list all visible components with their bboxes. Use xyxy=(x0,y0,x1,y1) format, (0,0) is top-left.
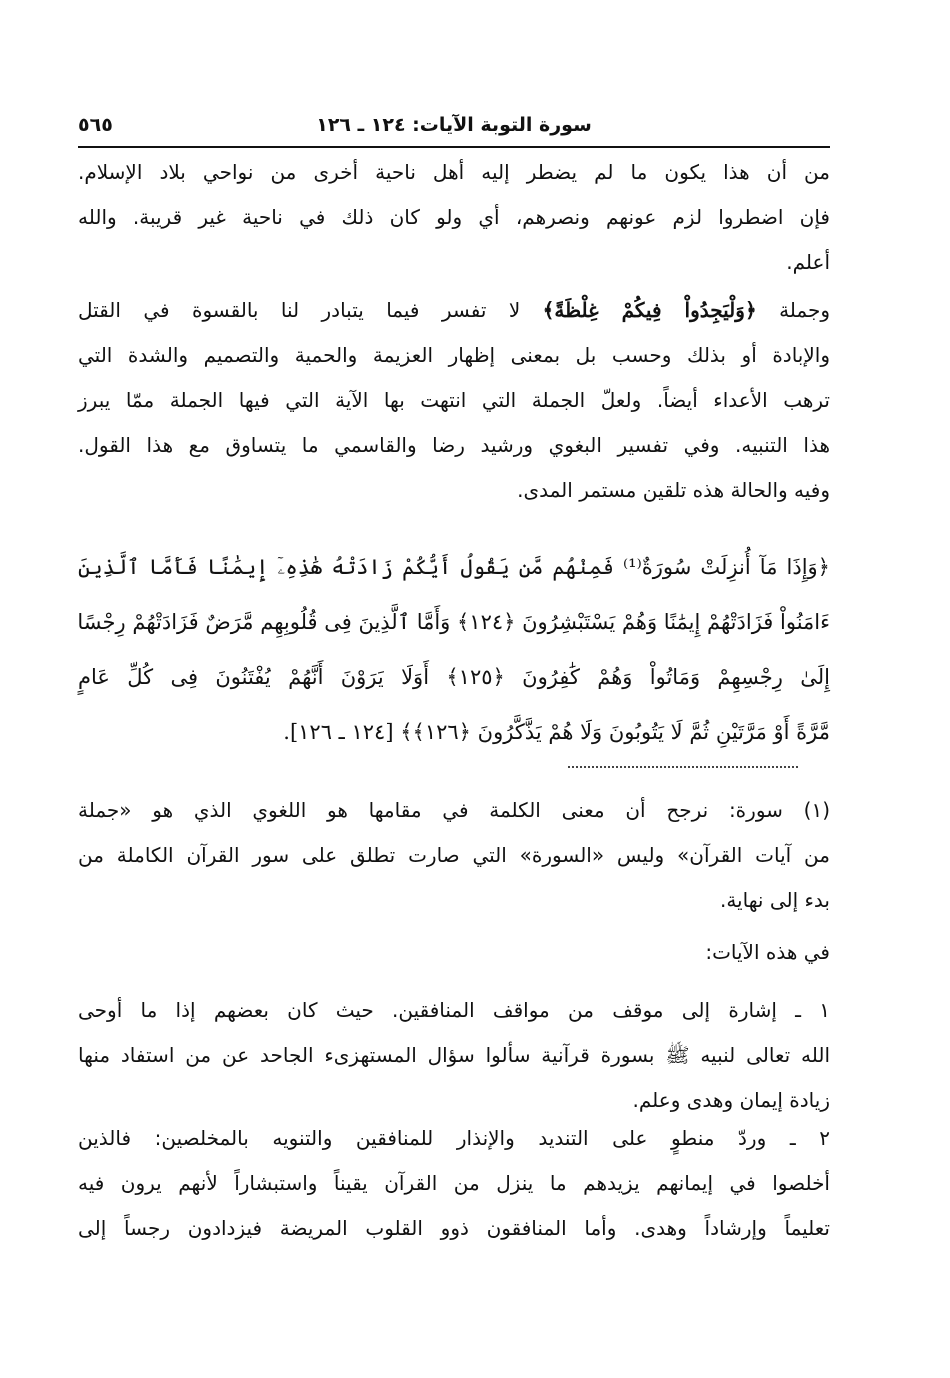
section-heading xyxy=(78,930,830,975)
text-line: بدء إلى نهاية. xyxy=(719,888,830,912)
quran-verses xyxy=(78,540,830,760)
footnote xyxy=(78,788,830,923)
header-rule xyxy=(78,146,830,148)
text-line: من أن هذا يكون ما لم يضطر إليه أهل ناحية أخرى من نواحي بلاد الإسلام. xyxy=(78,160,830,184)
verse-line: ءَامَنُواْ فَزَادَتْهُمْ إِيمَٰنًا وَهُمْ يَسْتَبْشِرُونَ ﴿١٢٤﴾ وَأَمَّا ٱلَّذِينَ فِى قُلُوبِهِم مَّرَضٌ فَزَادَتْهُمْ رِجْسًا xyxy=(77,610,830,634)
page-number: ٥٦٥ xyxy=(78,114,113,136)
text-line: وفيه والحالة هذه تلقين مستمر المدى. xyxy=(517,478,830,502)
verse-line: إِلَىٰ رِجْسِهِمْ وَمَاتُواْ وَهُمْ كَٰفِرُونَ ﴿١٢٥﴾ أَوَلَا يَرَوْنَ أَنَّهُمْ يُفْتَنُونَ فِى كُلِّ عَامٍ xyxy=(78,665,830,689)
text-line: أخلصوا في إيمانهم يزيدهم ما ينزل من القرآن يقيناً واستبشاراً لأنهم يرون فيه xyxy=(78,1171,830,1195)
running-title: سورة التوبة الآيات: ١٢٤ ـ ١٢٦ xyxy=(316,114,592,136)
verse-line: ﴿وَإِذَا مَآ أُنزِلَتْ سُورَةٌ⁽¹⁾ فَمِنْهُم مَّن يَقُولُ أَيُّكُمْ زَادَتْهُ هَٰذِهِۦٓ إِيمَٰنًا فَأَمَّا ٱلَّذِينَ xyxy=(78,555,830,579)
text-line: ترهب الأعداء أيضاً. ولعلّ الجملة التي انتهت بها الآية التي فيها الجملة ممّا يبرز xyxy=(78,388,830,412)
text-line xyxy=(78,288,830,333)
page-header xyxy=(78,110,830,146)
point-1 xyxy=(78,988,830,1123)
text-line: هذا التنبيه. وفي تفسير البغوي ورشيد رضا والقاسمي ما يتساوق مع هذا القول. xyxy=(78,433,830,457)
text-line: (١) سورة: نرجح أن معنى الكلمة في مقامها هو اللغوي الذي هو «جملة xyxy=(78,798,830,822)
text-fragment: وجملة xyxy=(779,298,831,322)
book-page xyxy=(78,0,830,1378)
text-line: فإن اضطروا لزم عونهم ونصرهم، أي ولو كان ذلك في ناحية غير قريبة. والله xyxy=(78,205,830,229)
text-line: والإبادة أو بذلك وحسب بل بمعنى إظهار العزيمة والحمية والتصميم والشدة التي xyxy=(78,343,830,367)
footnote-separator xyxy=(568,766,798,768)
quoted-verse: ﴿وَلْيَجِدُواْ فِيكُمْ غِلْظَةً﴾ xyxy=(542,298,757,322)
text-line: الله تعالى لنبيه ﷺ بسورة قرآنية سألوا سؤال المستهزىء الجاحد عن من استفاد منها xyxy=(78,1043,830,1067)
text-line: من آيات القرآن» وليس «السورة» التي صارت تطلق على سور القرآن الكاملة من xyxy=(78,843,830,867)
text-fragment: لا تفسر فيما يتبادر لنا بالقسوة في القتل xyxy=(78,298,521,322)
text-line: ٢ ـ وردّ منطوٍ على التنديد والإنذار للمنافقين والتنويه بالمخلصين: فالذين xyxy=(78,1126,830,1150)
paragraph-commentary xyxy=(78,288,830,513)
text-line: ١ ـ إشارة إلى موقف من مواقف المنافقين. حيث كان بعضهم إذا ما أوحى xyxy=(78,998,830,1022)
point-2 xyxy=(78,1116,830,1251)
text-line: أعلم. xyxy=(786,250,830,274)
text-line: زيادة إيمان وهدى وعلم. xyxy=(632,1088,830,1112)
heading-text: في هذه الآيات: xyxy=(705,940,830,964)
text-line: تعليماً وإرشاداً وهدى. وأما المنافقون ذوو القلوب المريضة فيزدادون رجساً إلى xyxy=(78,1216,830,1240)
paragraph-continuation xyxy=(78,150,830,285)
verse-line: مَّرَّةً أَوْ مَرَّتَيْنِ ثُمَّ لَا يَتُوبُونَ وَلَا هُمْ يَذَّكَّرُونَ ﴿١٢٦﴾﴾ [١٢٤ ـ ١٢٦]. xyxy=(283,720,830,744)
